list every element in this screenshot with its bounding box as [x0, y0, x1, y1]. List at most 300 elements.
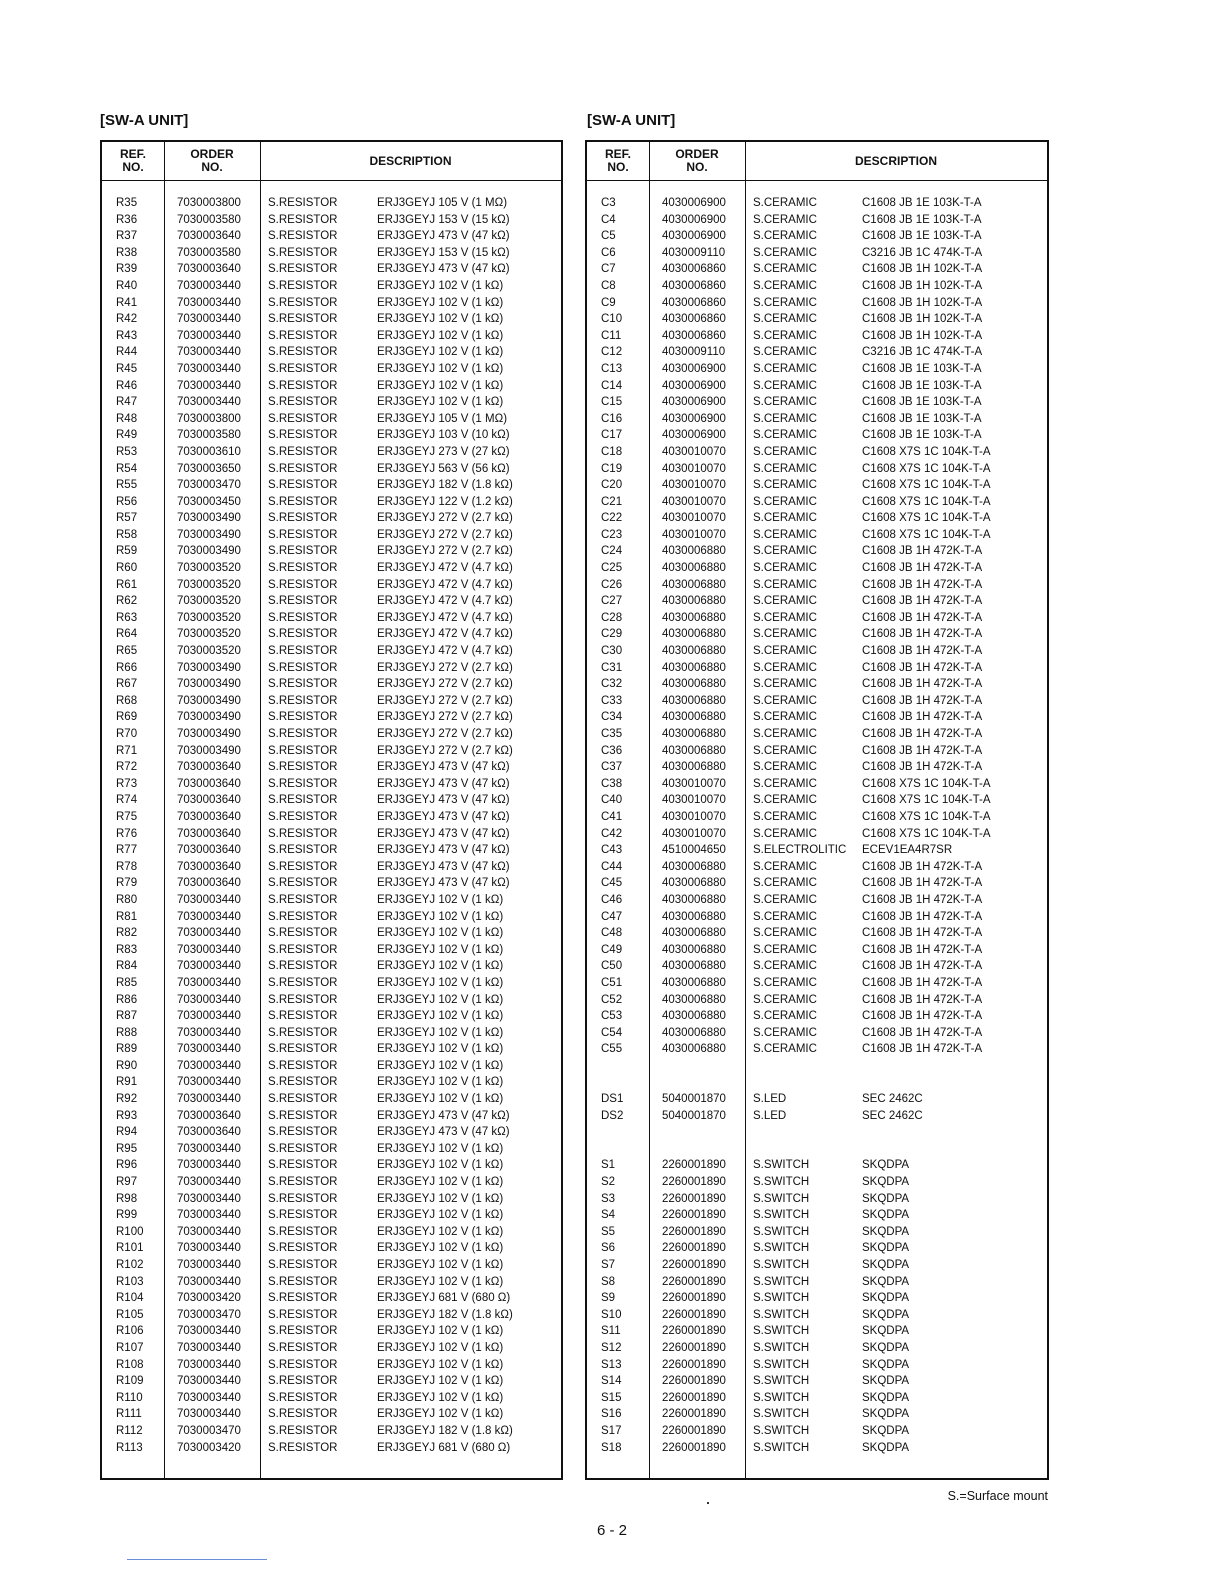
table-row	[102, 1307, 561, 1324]
type-cell: S.CERAMIC	[753, 313, 817, 326]
ref-cell: R72	[116, 761, 138, 774]
part-cell: C1608 JB 1H 472K-T-A	[862, 694, 983, 707]
table-row	[102, 593, 561, 610]
ref-cell: R105	[116, 1308, 144, 1321]
type-cell: S.CERAMIC	[753, 329, 817, 342]
table-row	[587, 826, 1047, 843]
table-row	[587, 1207, 1047, 1224]
type-cell: S.CERAMIC	[753, 777, 817, 790]
table-row	[587, 975, 1047, 992]
ref-cell: C28	[601, 611, 623, 624]
ref-cell: R57	[116, 512, 138, 525]
table-row	[587, 626, 1047, 643]
ref-cell: R68	[116, 694, 138, 707]
ref-cell: C32	[601, 678, 623, 691]
order-cell: 5040001870	[662, 1109, 726, 1122]
order-cell: 4030006880	[662, 562, 726, 575]
table-row	[102, 809, 561, 826]
type-cell: S.RESISTOR	[268, 213, 338, 226]
part-cell: C1608 JB 1E 103K-T-A	[862, 396, 982, 409]
ref-cell: C7	[601, 263, 616, 276]
type-cell: S.RESISTOR	[268, 611, 338, 624]
order-cell: 4030010070	[662, 445, 726, 458]
type-cell: S.CERAMIC	[753, 246, 817, 259]
page-number: 6 - 2	[596, 1522, 627, 1539]
table-row	[587, 378, 1047, 395]
part-cell: C1608 JB 1H 472K-T-A	[862, 1010, 983, 1023]
ref-cell: R71	[116, 744, 138, 757]
order-cell: 7030003440	[177, 1192, 241, 1205]
part-cell: SKQDPA	[862, 1358, 910, 1371]
part-cell: SKQDPA	[862, 1441, 910, 1454]
order-cell: 7030003640	[177, 230, 241, 243]
order-cell: 7030003520	[177, 628, 241, 641]
part-cell: ERJ3GEYJ 102 V (1 kΩ)	[377, 1043, 504, 1056]
order-cell: 7030003440	[177, 976, 241, 989]
order-cell: 7030003640	[177, 877, 241, 890]
ref-cell: R76	[116, 827, 138, 840]
type-cell: S.CERAMIC	[753, 346, 817, 359]
ref-cell: C9	[601, 296, 616, 309]
part-cell: ERJ3GEYJ 102 V (1 kΩ)	[377, 1358, 504, 1371]
table-row	[102, 859, 561, 876]
table-row	[102, 344, 561, 361]
table-row	[587, 842, 1047, 859]
header-divider	[587, 180, 1047, 181]
table-row	[102, 1025, 561, 1042]
part-cell: ERJ3GEYJ 182 V (1.8 kΩ)	[377, 479, 513, 492]
type-cell: S.CERAMIC	[753, 545, 817, 558]
ref-cell: R53	[116, 445, 138, 458]
type-cell: S.RESISTOR	[268, 1176, 338, 1189]
type-cell: S.RESISTOR	[268, 462, 338, 475]
part-cell: ERJ3GEYJ 273 V (27 kΩ)	[377, 445, 510, 458]
ref-cell: R108	[116, 1358, 144, 1371]
table-row	[102, 361, 561, 378]
ref-cell: C41	[601, 810, 623, 823]
type-cell: S.SWITCH	[753, 1441, 810, 1454]
ref-cell: C13	[601, 362, 623, 375]
table-row	[587, 909, 1047, 926]
part-cell: ERJ3GEYJ 102 V (1 kΩ)	[377, 1375, 504, 1388]
table-row	[587, 328, 1047, 345]
part-cell: ERJ3GEYJ 102 V (1 kΩ)	[377, 1010, 504, 1023]
header-text: REF.	[604, 147, 631, 161]
header-divider	[102, 180, 561, 181]
order-cell: 7030003440	[177, 1043, 241, 1056]
order-cell: 7030003520	[177, 578, 241, 591]
ref-cell: R88	[116, 1026, 138, 1039]
order-cell: 4030010070	[662, 528, 726, 541]
type-cell: S.RESISTOR	[268, 379, 338, 392]
part-cell: C1608 X7S 1C 104K-T-A	[862, 445, 991, 458]
header-text: ORDER	[190, 147, 234, 161]
type-cell: S.CERAMIC	[753, 479, 817, 492]
ref-cell: R54	[116, 462, 138, 475]
type-cell: S.RESISTOR	[268, 1292, 338, 1305]
ref-cell: R45	[116, 362, 138, 375]
table-row	[102, 427, 561, 444]
ref-cell: C18	[601, 445, 623, 458]
order-cell: 2260001890	[662, 1325, 726, 1338]
order-cell: 7030003610	[177, 445, 241, 458]
table-row	[102, 1008, 561, 1025]
ref-cell: C34	[601, 711, 623, 724]
table-row	[587, 1008, 1047, 1025]
table-row	[102, 1108, 561, 1125]
ref-cell: C5	[601, 230, 616, 243]
part-cell: SKQDPA	[862, 1341, 910, 1354]
ref-cell: C55	[601, 1043, 623, 1056]
part-cell: ERJ3GEYJ 153 V (15 kΩ)	[377, 213, 510, 226]
order-cell: 4030010070	[662, 794, 726, 807]
ref-cell: C19	[601, 462, 623, 475]
order-cell: 2260001890	[662, 1259, 726, 1271]
order-cell: 7030003420	[177, 1292, 241, 1305]
type-cell: S.CERAMIC	[753, 661, 817, 674]
part-cell: ERJ3GEYJ 102 V (1 kΩ)	[377, 329, 504, 342]
table-row	[102, 626, 561, 643]
part-cell: C1608 JB 1E 103K-T-A	[862, 379, 982, 392]
part-cell: ERJ3GEYJ 103 V (10 kΩ)	[377, 429, 510, 442]
type-cell: S.RESISTOR	[268, 694, 338, 707]
ref-cell: C24	[601, 545, 623, 558]
part-cell: ERJ3GEYJ 272 V (2.7 kΩ)	[377, 678, 513, 691]
part-cell: C1608 JB 1H 472K-T-A	[862, 661, 983, 674]
table-row	[102, 1323, 561, 1340]
ref-cell: S10	[601, 1308, 622, 1321]
type-cell: S.RESISTOR	[268, 528, 338, 541]
table-row	[102, 892, 561, 909]
ref-cell: C4	[601, 213, 616, 226]
type-cell: S.CERAMIC	[753, 910, 817, 923]
table-row	[587, 1091, 1047, 1108]
table-row	[587, 1257, 1047, 1274]
ref-cell: R89	[116, 1043, 138, 1056]
table-row	[102, 1406, 561, 1423]
ref-cell: C22	[601, 512, 623, 525]
order-cell: 7030003440	[177, 313, 241, 326]
table-row	[587, 361, 1047, 378]
ref-cell: R77	[116, 844, 138, 857]
order-cell: 4030006880	[662, 993, 726, 1006]
table-row	[102, 444, 561, 461]
type-cell: S.CERAMIC	[753, 860, 817, 873]
type-cell: S.SWITCH	[753, 1292, 810, 1305]
type-cell: S.RESISTOR	[268, 761, 338, 774]
ref-cell: C44	[601, 860, 623, 873]
order-cell: 7030003440	[177, 1010, 241, 1023]
ref-cell: DS1	[601, 1093, 624, 1106]
part-cell: ERJ3GEYJ 102 V (1 kΩ)	[377, 1408, 504, 1421]
ref-cell: R92	[116, 1093, 138, 1106]
table-row	[102, 295, 561, 312]
type-cell: S.RESISTOR	[268, 1126, 338, 1139]
part-cell: ERJ3GEYJ 102 V (1 kΩ)	[377, 379, 504, 392]
part-cell: ERJ3GEYJ 102 V (1 kΩ)	[377, 1159, 504, 1172]
type-cell: S.SWITCH	[753, 1325, 810, 1338]
type-cell: S.CERAMIC	[753, 528, 817, 541]
part-cell: ERJ3GEYJ 473 V (47 kΩ)	[377, 230, 510, 243]
order-cell: 7030003640	[177, 827, 241, 840]
part-cell: ERJ3GEYJ 102 V (1 kΩ)	[377, 362, 504, 375]
ref-cell: R62	[116, 595, 138, 608]
part-cell: ERJ3GEYJ 272 V (2.7 kΩ)	[377, 728, 513, 740]
part-cell: C3216 JB 1C 474K-T-A	[862, 246, 983, 259]
part-cell: ERJ3GEYJ 272 V (2.7 kΩ)	[377, 744, 513, 757]
type-cell: S.CERAMIC	[753, 993, 817, 1006]
table-row	[587, 925, 1047, 942]
ref-cell: C10	[601, 313, 623, 326]
type-cell: S.SWITCH	[753, 1176, 810, 1189]
order-cell: 4030006880	[662, 744, 726, 757]
part-cell: C1608 JB 1H 472K-T-A	[862, 927, 983, 940]
part-cell: ERJ3GEYJ 102 V (1 kΩ)	[377, 993, 504, 1006]
order-cell: 2260001890	[662, 1242, 726, 1255]
ref-cell: R55	[116, 479, 138, 492]
part-cell: SKQDPA	[862, 1375, 910, 1388]
type-cell: S.ELECTROLITIC	[753, 844, 847, 857]
table-row	[587, 693, 1047, 710]
type-cell: S.CERAMIC	[753, 495, 817, 508]
part-cell: C1608 JB 1H 472K-T-A	[862, 960, 983, 973]
order-cell: 7030003440	[177, 1275, 241, 1288]
table-row	[102, 1423, 561, 1440]
header-text: NO.	[686, 160, 708, 174]
part-cell: SEC 2462C	[862, 1109, 923, 1122]
table-row	[102, 743, 561, 760]
ref-cell: R70	[116, 728, 138, 740]
type-cell: S.RESISTOR	[268, 1325, 338, 1338]
type-cell: S.SWITCH	[753, 1275, 810, 1288]
ref-cell: S4	[601, 1209, 616, 1222]
part-cell: ERJ3GEYJ 472 V (4.7 kΩ)	[377, 595, 513, 608]
part-cell: ERJ3GEYJ 472 V (4.7 kΩ)	[377, 645, 513, 658]
type-cell: S.CERAMIC	[753, 379, 817, 392]
type-cell: S.RESISTOR	[268, 777, 338, 790]
type-cell: S.RESISTOR	[268, 910, 338, 923]
order-cell: 7030003650	[177, 462, 241, 475]
type-cell: S.RESISTOR	[268, 1358, 338, 1371]
right-parts-table	[585, 140, 1049, 1480]
type-cell: S.RESISTOR	[268, 1109, 338, 1122]
ref-cell: C54	[601, 1026, 623, 1039]
ref-cell: R80	[116, 893, 138, 906]
table-row	[587, 245, 1047, 262]
type-cell: S.RESISTOR	[268, 578, 338, 591]
ref-cell: R73	[116, 777, 138, 790]
table-row	[102, 610, 561, 627]
ref-cell: R35	[116, 197, 138, 209]
order-cell: 4030006880	[662, 927, 726, 940]
order-cell: 7030003440	[177, 993, 241, 1006]
order-cell: 4030006900	[662, 197, 726, 209]
type-cell: S.CERAMIC	[753, 296, 817, 309]
ref-cell: C16	[601, 412, 623, 425]
type-cell: S.CERAMIC	[753, 279, 817, 292]
table-row	[102, 643, 561, 660]
ref-cell: R110	[116, 1391, 143, 1404]
table-row	[587, 1141, 1047, 1158]
type-cell: S.RESISTOR	[268, 329, 338, 342]
part-cell: ERJ3GEYJ 473 V (47 kΩ)	[377, 263, 510, 276]
part-cell: C1608 JB 1H 472K-T-A	[862, 744, 983, 757]
table-row	[587, 311, 1047, 328]
type-cell: S.RESISTOR	[268, 429, 338, 442]
part-cell: C1608 JB 1H 472K-T-A	[862, 976, 983, 989]
type-cell: S.RESISTOR	[268, 230, 338, 243]
part-cell: ERJ3GEYJ 473 V (47 kΩ)	[377, 827, 510, 840]
order-cell: 2260001890	[662, 1408, 726, 1421]
ref-cell: S15	[601, 1391, 622, 1404]
part-cell: C1608 JB 1H 472K-T-A	[862, 562, 983, 575]
ref-cell: C45	[601, 877, 623, 890]
ref-cell: S5	[601, 1225, 616, 1238]
ref-cell: R44	[116, 346, 138, 359]
type-cell: S.SWITCH	[753, 1242, 810, 1255]
table-row	[102, 1390, 561, 1407]
order-cell: 4030006860	[662, 279, 726, 292]
type-cell: S.RESISTOR	[268, 728, 338, 740]
order-cell: 4030006880	[662, 1043, 726, 1056]
type-cell: S.LED	[753, 1109, 787, 1122]
part-cell: ERJ3GEYJ 473 V (47 kΩ)	[377, 777, 510, 790]
table-row	[587, 709, 1047, 726]
type-cell: S.RESISTOR	[268, 279, 338, 292]
type-cell: S.CERAMIC	[753, 595, 817, 608]
type-cell: S.RESISTOR	[268, 893, 338, 906]
table-row	[587, 676, 1047, 693]
table-row	[587, 1373, 1047, 1390]
table-row	[102, 776, 561, 793]
order-cell: 4030006880	[662, 595, 726, 608]
type-cell: S.RESISTOR	[268, 645, 338, 658]
ref-cell: C46	[601, 893, 623, 906]
order-cell: 4030006880	[662, 694, 726, 707]
ref-cell: R98	[116, 1192, 138, 1205]
type-cell: S.LED	[753, 1093, 787, 1106]
part-cell: ERJ3GEYJ 473 V (47 kΩ)	[377, 1126, 510, 1139]
part-cell: C1608 X7S 1C 104K-T-A	[862, 512, 991, 525]
ref-cell: R66	[116, 661, 138, 674]
order-cell: 7030003440	[177, 1026, 241, 1039]
type-cell: S.SWITCH	[753, 1391, 810, 1404]
order-cell: 4030006880	[662, 860, 726, 873]
ref-cell: R65	[116, 645, 138, 658]
table-row	[102, 1224, 561, 1241]
order-cell: 7030003440	[177, 1408, 241, 1421]
part-cell: C1608 X7S 1C 104K-T-A	[862, 495, 991, 508]
table-row	[587, 1307, 1047, 1324]
order-cell: 7030003640	[177, 794, 241, 807]
ref-cell: R60	[116, 562, 138, 575]
table-row	[102, 1074, 561, 1091]
part-cell: SKQDPA	[862, 1159, 910, 1172]
order-cell: 7030003440	[177, 1209, 241, 1222]
ref-cell: R83	[116, 943, 138, 956]
ref-cell: R100	[116, 1225, 144, 1238]
ref-cell: R86	[116, 993, 138, 1006]
table-row	[587, 1025, 1047, 1042]
table-row	[102, 1174, 561, 1191]
table-row	[587, 1274, 1047, 1291]
ref-cell: R49	[116, 429, 138, 442]
table-row	[102, 676, 561, 693]
type-cell: S.RESISTOR	[268, 628, 338, 641]
order-cell: 4030006880	[662, 728, 726, 740]
part-cell: C1608 X7S 1C 104K-T-A	[862, 462, 991, 475]
table-row	[102, 925, 561, 942]
type-cell: S.RESISTOR	[268, 927, 338, 940]
type-cell: S.CERAMIC	[753, 1026, 817, 1039]
table-row	[587, 444, 1047, 461]
order-cell: 4030010070	[662, 462, 726, 475]
order-cell: 7030003640	[177, 1126, 241, 1139]
type-cell: S.RESISTOR	[268, 1192, 338, 1205]
table-row	[587, 494, 1047, 511]
part-cell: ERJ3GEYJ 473 V (47 kΩ)	[377, 1109, 510, 1122]
type-cell: S.CERAMIC	[753, 877, 817, 890]
part-cell: ERJ3GEYJ 473 V (47 kΩ)	[377, 877, 510, 890]
table-row	[587, 759, 1047, 776]
order-cell: 7030003440	[177, 1259, 241, 1271]
ref-cell: S6	[601, 1242, 616, 1255]
type-cell: S.RESISTOR	[268, 943, 338, 956]
header-text: ORDER	[675, 147, 719, 161]
part-cell: ERJ3GEYJ 105 V (1 MΩ)	[377, 197, 508, 209]
ref-cell: C3	[601, 197, 616, 209]
part-cell: C1608 JB 1H 472K-T-A	[862, 910, 983, 923]
order-cell: 4030006880	[662, 628, 726, 641]
ref-cell: R48	[116, 412, 138, 425]
order-cell: 2260001890	[662, 1225, 726, 1238]
part-cell: ERJ3GEYJ 102 V (1 kΩ)	[377, 1225, 504, 1238]
order-cell: 7030003440	[177, 1093, 241, 1106]
part-cell: ERJ3GEYJ 563 V (56 kΩ)	[377, 462, 510, 475]
ref-cell: R43	[116, 329, 138, 342]
ref-cell: R36	[116, 213, 138, 226]
ref-cell: S9	[601, 1292, 616, 1305]
order-cell: 2260001890	[662, 1341, 726, 1354]
table-row	[102, 411, 561, 428]
table-row	[102, 992, 561, 1009]
part-cell: SKQDPA	[862, 1424, 910, 1437]
type-cell: S.CERAMIC	[753, 927, 817, 940]
table-row	[102, 875, 561, 892]
type-cell: S.RESISTOR	[268, 197, 338, 209]
order-cell: 4030009110	[662, 346, 726, 359]
part-cell: C1608 JB 1H 102K-T-A	[862, 279, 983, 292]
order-cell: 4030006900	[662, 412, 726, 425]
order-cell: 7030003440	[177, 346, 241, 359]
table-row	[587, 892, 1047, 909]
order-cell: 4030006880	[662, 578, 726, 591]
part-cell: C1608 JB 1H 472K-T-A	[862, 711, 983, 724]
ref-cell: R84	[116, 960, 138, 973]
table-row	[102, 1440, 561, 1457]
order-cell: 7030003440	[177, 910, 241, 923]
table-row	[587, 1224, 1047, 1241]
ref-cell: S2	[601, 1176, 616, 1189]
part-cell: C1608 X7S 1C 104K-T-A	[862, 827, 991, 840]
table-row	[587, 1290, 1047, 1307]
ref-cell: R103	[116, 1275, 144, 1288]
type-cell: S.CERAMIC	[753, 678, 817, 691]
type-cell: S.RESISTOR	[268, 595, 338, 608]
ref-cell: R93	[116, 1109, 138, 1122]
type-cell: S.CERAMIC	[753, 562, 817, 575]
left-parts-table	[100, 140, 563, 1480]
